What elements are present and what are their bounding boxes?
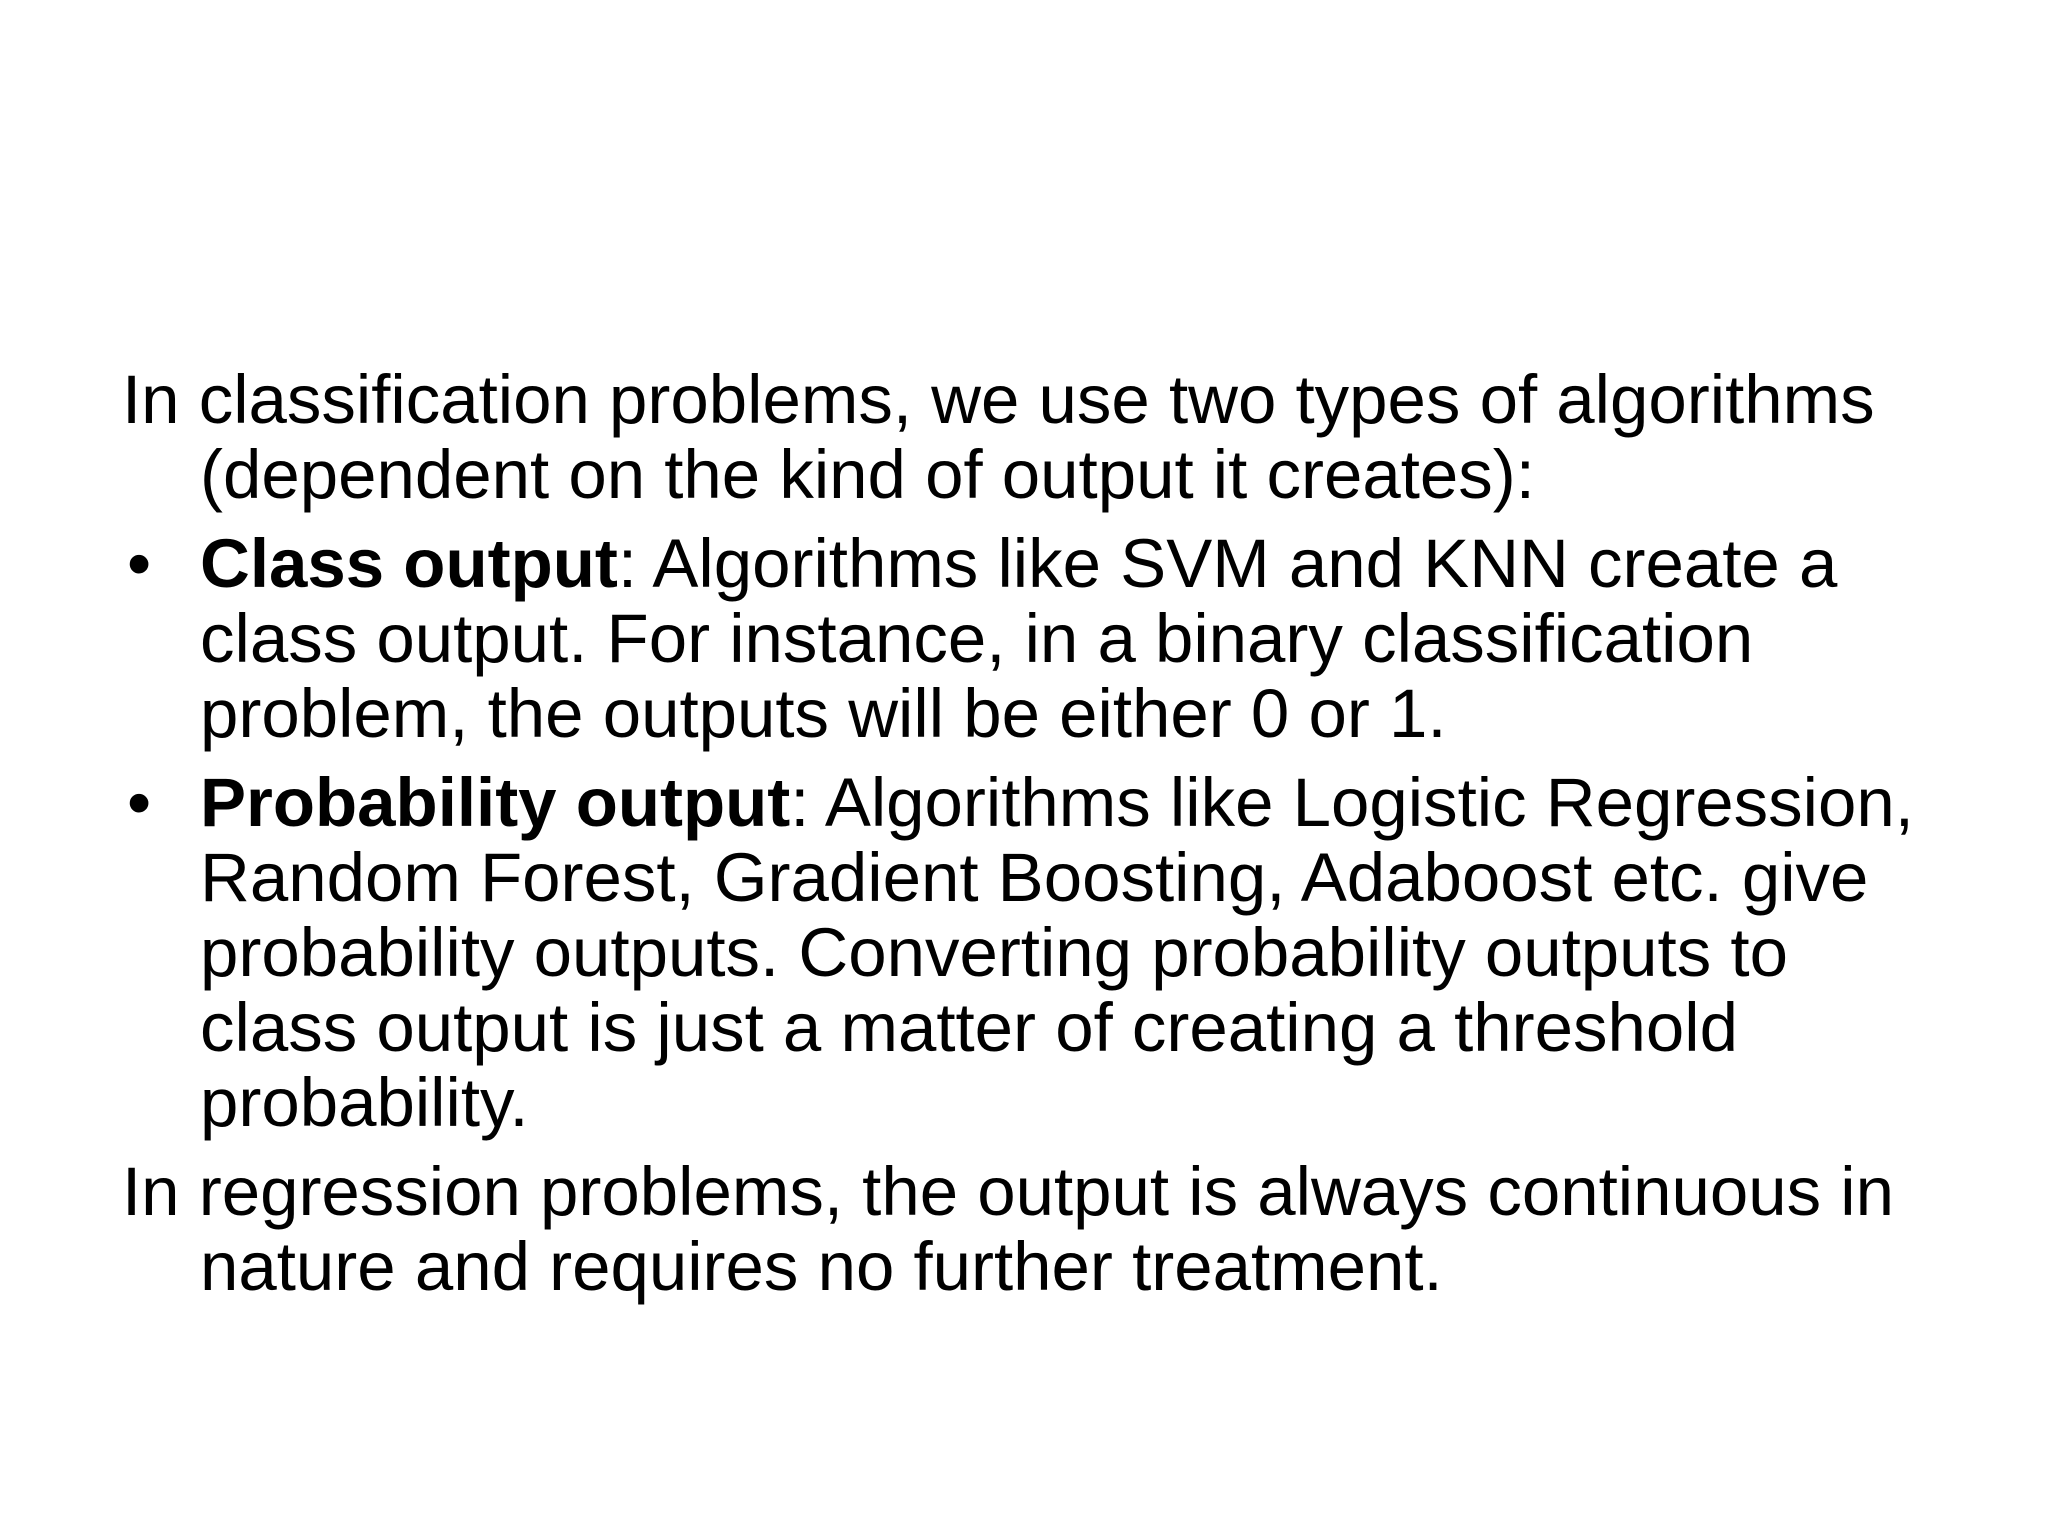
intro-paragraph: In classification problems, we use two types of algorithms (dependent on the kind of output it creates):	[122, 361, 1875, 513]
bullet-item-class-output	[122, 526, 1962, 751]
slide-body	[122, 362, 1962, 1304]
bullet-icon: •	[127, 764, 152, 841]
bullet-icon: •	[127, 525, 152, 602]
bullet-text: : Algorithms like SVM and KNN create a class output. For instance, in a binary classification problem, the outputs will be either 0 or 1.	[200, 525, 1838, 752]
outro-paragraph: In regression problems, the output is always continuous in nature and requires no further treatment.	[122, 1153, 1894, 1305]
bullet-term: Probability output	[200, 764, 791, 841]
bullet-list	[122, 526, 1962, 1140]
bullet-term: Class output	[200, 525, 618, 602]
bullet-item-probability-output	[122, 765, 1962, 1140]
bullet-text: : Algorithms like Logistic Regression, Random Forest, Gradient Boosting, Adaboost etc. give probability outputs. Converting probability outputs to class output is just a matter of creating a threshold probability.	[200, 764, 1914, 1141]
